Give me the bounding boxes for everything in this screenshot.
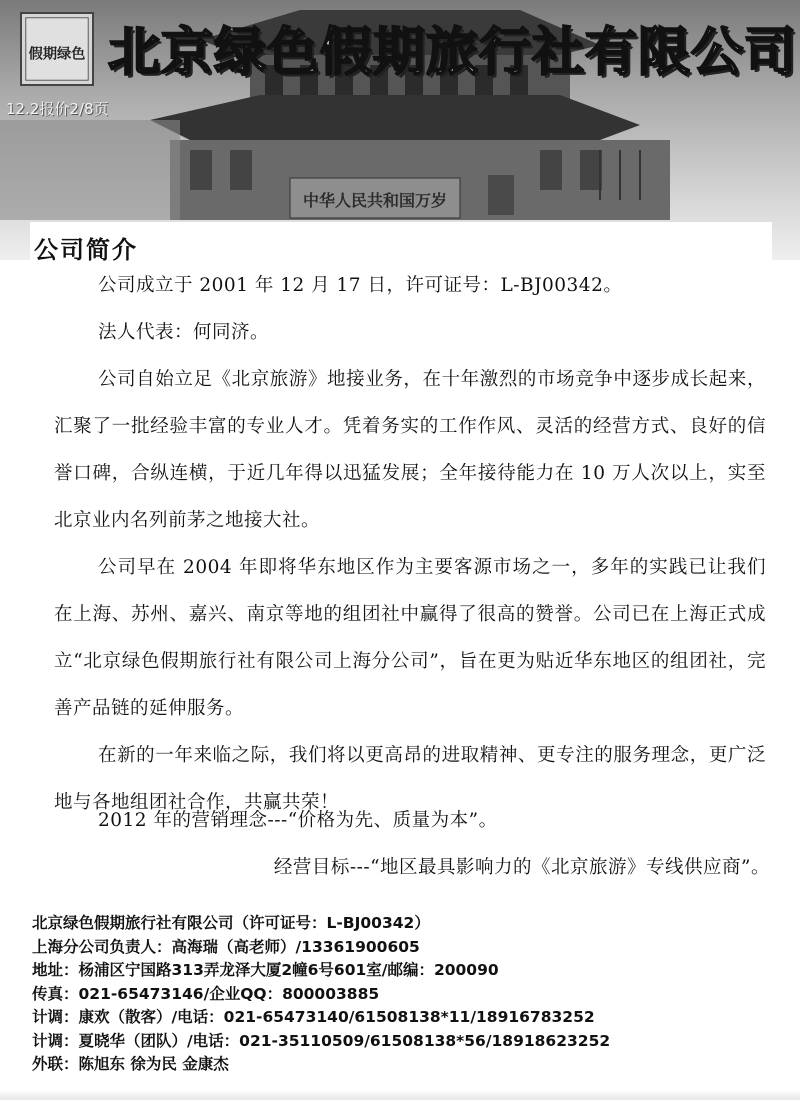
footer-operator-group: 计调：夏晓华（团队）/电话：021-35110509/61508138*56/18918623252 [32,1031,611,1050]
footer-sales-contacts: 外联：陈旭东 徐为民 金康杰 [32,1055,229,1073]
footer-fax-qq: 传真：021-65473146/企业QQ：800003885 [32,984,380,1003]
intro-section [30,222,772,902]
footer-address: 地址：杨浦区宁国路313弄龙泽大厦2幢6号601室/邮编：200090 [32,961,499,979]
bottom-divider [0,1090,800,1100]
logo-text: 假期绿色 [28,46,86,63]
header-banner [0,0,800,260]
company-logo [20,12,94,86]
intro-paragraph-legal-rep: 法人代表：何同济。 [98,322,270,343]
intro-paragraph-history: 公司自始立足《北京旅游》地接业务，在十年激烈的市场竞争中逐步成长起来，汇聚了一批经验丰富的专业人才。凭着务实的工作作风、灵活的经营方式、良好的信誉口碑，合纵连横，于近几年得以迅猛发展；全年接待能力在 10 万人次以上，实至北京业内名列前茅之地接大社。 [54,369,766,531]
contact-footer [32,912,792,1077]
company-title: 北京绿色假期旅行社有限公司 [108,23,798,83]
footer-operator-fit: 计调：康欢（散客）/电话：021-65473140/61508138*11/18916783252 [32,1008,595,1026]
section-title: 公司简介 [34,235,138,264]
page-label: 12.2报价2/8页 [6,100,109,118]
intro-paragraph-east-china: 公司早在 2004 年即将华东地区作为主要客源市场之一，多年的实践已让我们在上海、苏州、嘉兴、南京等地的组团社中赢得了很高的赞誉。公司已在上海正式成立“北京绿色假期旅行社有限公司上海分公司”，旨在更为贴近华东地区的组团社，完善产品链的延伸服务。 [54,557,766,719]
banner-sign-text: 中华人民共和国万岁 [302,191,448,210]
footer-company-license: 北京绿色假期旅行社有限公司（许可证号：L-BJ00342） [32,914,430,932]
intro-paragraph-marketing: 2012 年的营销理念---“价格为先、质量为本”。 [98,810,498,831]
intro-paragraph-founding: 公司成立于 2001 年 12 月 17 日，许可证号：L-BJ00342。 [98,275,623,296]
footer-shanghai-manager: 上海分公司负责人：高海瑞（高老师）/13361900605 [32,937,420,956]
business-goal: 经营目标---“地区最具影响力的《北京旅游》专线供应商”。 [273,857,770,878]
intro-paragraph-new-year: 在新的一年来临之际，我们将以更高昂的进取精神、更专注的服务理念，更广泛地与各地组团社合作，共赢共荣！ [54,745,766,813]
